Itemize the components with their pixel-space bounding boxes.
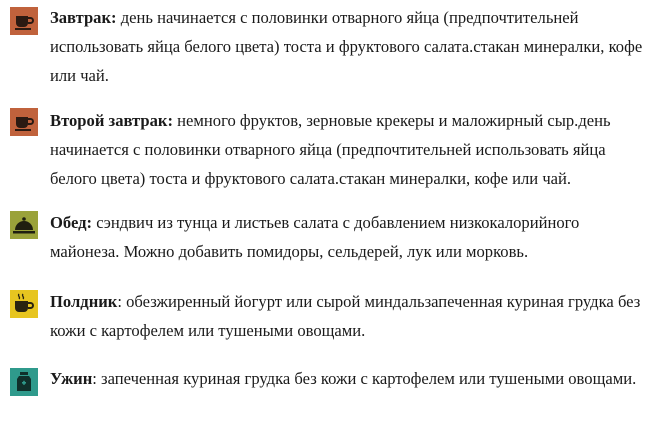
meal-description <box>50 287 650 345</box>
meal-description <box>50 106 650 193</box>
coffee-cup-icon <box>10 108 38 136</box>
meal-details: : обезжиренный йогурт или сырой миндальзапеченная куриная грудка без кожи с картофелем или тушеными овощами. <box>50 292 641 340</box>
meal-title: Второй завтрак: <box>50 111 174 130</box>
meal-title: Обед: <box>50 213 93 232</box>
medicine-bottle-icon <box>10 368 38 396</box>
meal-details: день начинается с половинки отварного яйца (предпочтительней использовать яйца белого цвета) тоста и фруктового салата.стакан минералки, кофе или чай. <box>50 8 643 85</box>
meal-details: : запеченная куриная грудка без кожи с картофелем или тушеными овощами. <box>92 369 637 388</box>
teapot-cup-icon <box>10 290 38 318</box>
meal-title: Полдник <box>50 292 118 311</box>
coffee-cup-icon <box>10 7 38 35</box>
meal-title: Ужин <box>50 369 93 388</box>
meal-details: немного фруктов, зерновые крекеры и маложирный сыр.день начинается с половинки отварного яйца (предпочтительней использовать яйца белого цвета) тоста и фруктового салата.стакан минералки, кофе или чай. <box>50 111 611 188</box>
serving-cloche-icon <box>10 211 38 239</box>
meal-details: сэндвич из тунца и листьев салата с добавлением низкокалорийного майонеза. Можно добавить помидоры, сельдерей, лук или морковь. <box>50 213 580 261</box>
meal-description <box>50 3 650 90</box>
meal-description <box>50 208 650 266</box>
meal-title: Завтрак: <box>50 8 117 27</box>
meal-description <box>50 364 650 393</box>
